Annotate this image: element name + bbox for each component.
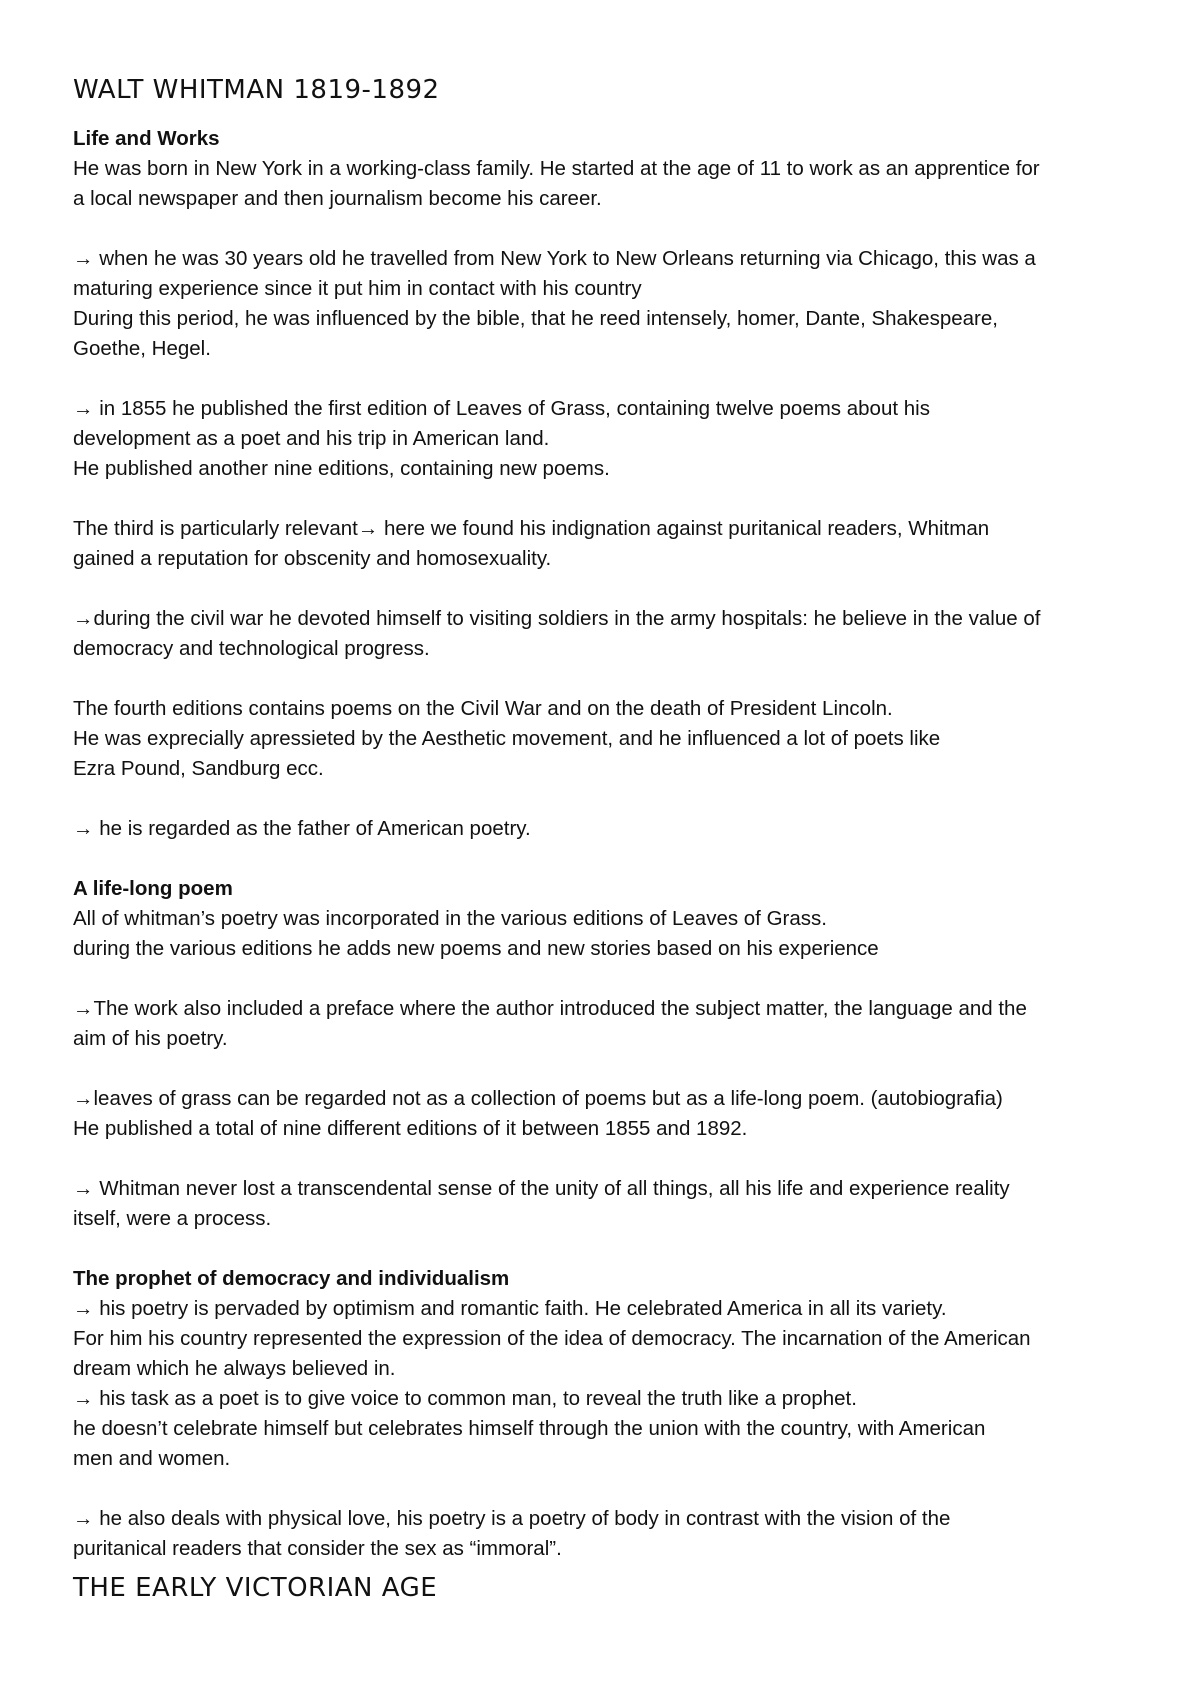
- text-line: →during the civil war he devoted himself to visiting soldiers in the army hospitals: he believe in the value of: [73, 607, 1041, 630]
- text-line: dream which he always believed in.: [73, 1357, 396, 1380]
- paragraph: [73, 394, 1143, 484]
- text-line: He was exprecially apressieted by the Aesthetic movement, and he influenced a lot of poets like: [73, 727, 941, 750]
- paragraph: [73, 1174, 1143, 1234]
- text-line: → Whitman never lost a transcendental sense of the unity of all things, all his life and experience reality: [73, 1177, 1010, 1200]
- text-line: → when he was 30 years old he travelled from New York to New Orleans returning via Chicago, this was a: [73, 247, 1036, 270]
- text-line: Ezra Pound, Sandburg ecc.: [73, 757, 324, 780]
- document-page: [73, 70, 1143, 1622]
- text-line: gained a reputation for obscenity and homosexuality.: [73, 547, 552, 570]
- text-line: He published another nine editions, containing new poems.: [73, 457, 610, 480]
- text-line: Goethe, Hegel.: [73, 337, 211, 360]
- paragraph: [73, 514, 1143, 574]
- paragraph: [73, 814, 1143, 844]
- paragraph: [73, 604, 1143, 664]
- section-heading-life-and-works: Life and Works: [73, 127, 220, 150]
- text-line: itself, were a process.: [73, 1207, 272, 1230]
- text-line: → in 1855 he published the first edition of Leaves of Grass, containing twelve poems about his: [73, 397, 930, 420]
- text-line: aim of his poetry.: [73, 1027, 228, 1050]
- text-line: → he is regarded as the father of American poetry.: [73, 817, 531, 840]
- text-line: He was born in New York in a working-class family. He started at the age of 11 to work as an apprentice for: [73, 157, 1040, 180]
- text-line: The fourth editions contains poems on the Civil War and on the death of President Lincoln.: [73, 697, 893, 720]
- text-line: men and women.: [73, 1447, 231, 1470]
- text-line: a local newspaper and then journalism become his career.: [73, 187, 602, 210]
- text-line: puritanical readers that consider the sex as “immoral”.: [73, 1537, 562, 1560]
- text-line: During this period, he was influenced by the bible, that he reed intensely, homer, Dante, Shakespeare,: [73, 307, 998, 330]
- text-line: He published a total of nine different editions of it between 1855 and 1892.: [73, 1117, 748, 1140]
- paragraph: [73, 994, 1143, 1054]
- paragraph: [73, 1504, 1143, 1564]
- paragraph: [73, 1294, 1143, 1474]
- text-line: maturing experience since it put him in contact with his country: [73, 277, 642, 300]
- text-line: → he also deals with physical love, his poetry is a poetry of body in contrast with the vision of the: [73, 1507, 951, 1530]
- text-line: → his poetry is pervaded by optimism and romantic faith. He celebrated America in all its variety.: [73, 1297, 947, 1320]
- paragraph: [73, 154, 1143, 214]
- section-heading-life-long-poem: A life-long poem: [73, 877, 233, 900]
- next-section-title: THE EARLY VICTORIAN AGE: [73, 1573, 438, 1603]
- paragraph: [73, 1084, 1143, 1144]
- text-line: All of whitman’s poetry was incorporated in the various editions of Leaves of Grass.: [73, 907, 827, 930]
- paragraph: [73, 244, 1143, 364]
- text-line: development as a poet and his trip in American land.: [73, 427, 550, 450]
- text-line: For him his country represented the expression of the idea of democracy. The incarnation of the American: [73, 1327, 1031, 1350]
- text-line: The third is particularly relevant→ here we found his indignation against puritanical readers, Whitman: [73, 517, 990, 540]
- section-heading-prophet-of-democracy: The prophet of democracy and individualism: [73, 1267, 510, 1290]
- paragraph: [73, 694, 1143, 784]
- text-line: he doesn’t celebrate himself but celebrates himself through the union with the country, with American: [73, 1417, 986, 1440]
- paragraph: [73, 904, 1143, 964]
- document-title: WALT WHITMAN 1819-1892: [73, 75, 440, 105]
- text-line: →leaves of grass can be regarded not as a collection of poems but as a life-long poem. (autobiografia): [73, 1087, 1003, 1110]
- text-line: → his task as a poet is to give voice to common man, to reveal the truth like a prophet.: [73, 1387, 857, 1410]
- text-line: democracy and technological progress.: [73, 637, 430, 660]
- text-line: during the various editions he adds new poems and new stories based on his experience: [73, 937, 879, 960]
- text-line: →The work also included a preface where the author introduced the subject matter, the language and the: [73, 997, 1027, 1020]
